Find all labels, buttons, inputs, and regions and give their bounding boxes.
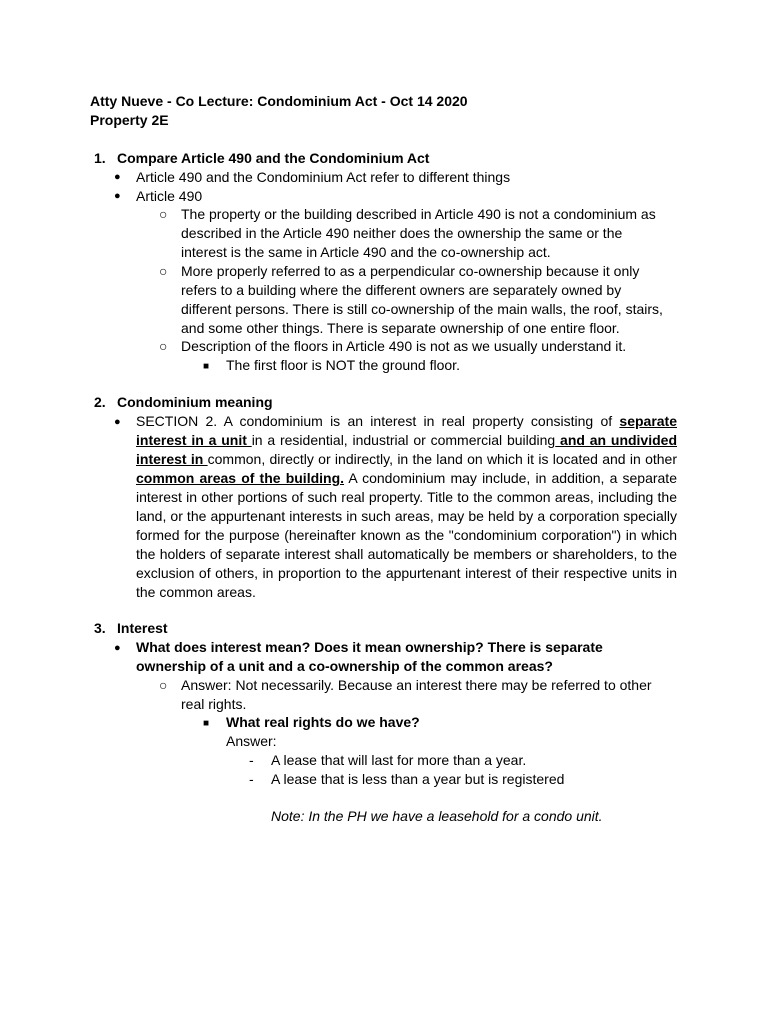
real-rights-question: What real rights do we have? <box>226 714 420 730</box>
section-3-number: 3. <box>94 620 106 636</box>
section-1-bullet-1: Article 490 and the Condominium Act refer to different things <box>136 169 511 185</box>
section-2-heading: Condominium meaning <box>117 394 273 410</box>
square-marker: ■ <box>203 718 210 729</box>
section-2-number: 2. <box>94 394 106 410</box>
definition-mid-1: in a residential, industrial or commercial building <box>251 432 556 448</box>
definition-mid-2: common, directly or indirectly, in the land on which it is located and in other <box>207 451 678 467</box>
real-right-item-2: A lease that is less than a year but is registered <box>271 771 565 787</box>
section-1-sub-2: More properly referred to as a perpendicular co-ownership because it only refers to a building where the different owners are separately owned by different persons. There is still co-ownership of the main walls, the roof, stairs, and some other things. There is separate ownership of one entire floor. <box>181 263 663 336</box>
document-subtitle: Property 2E <box>90 112 169 128</box>
definition-rest: A condominium may include, in addition, a separate interest in other portions of such real property. Title to the common areas, including the land, or the appurtenant interests in such areas, may be held by a corporation specially formed for the purpose (hereinafter known as the "condominium corporation") in which the holders of separate interest shall automatically be members or shareholders, to the exclusion of others, in proportion to the appurtenant interest of their respective units in the common areas. <box>136 470 677 600</box>
leasehold-note: Note: In the PH we have a leasehold for a condo unit. <box>271 808 603 824</box>
real-rights-answer-label: Answer: <box>226 733 277 749</box>
section-3-heading: Interest <box>117 620 168 636</box>
document-title: Atty Nueve - Co Lecture: Condominium Act - Oct 14 2020 <box>90 93 468 109</box>
dash-marker: - <box>249 752 254 768</box>
section-1-subsub-1: The first floor is NOT the ground floor. <box>226 357 460 373</box>
circle-marker: ○ <box>159 338 168 354</box>
definition-intro: SECTION 2. A condominium is an interest in real property consisting of <box>136 413 620 429</box>
real-right-item-1: A lease that will last for more than a year. <box>271 752 527 768</box>
square-marker: ■ <box>203 361 210 372</box>
condominium-definition-paragraph <box>136 412 677 602</box>
interest-question: What does interest mean? Does it mean ownership? There is separate ownership of a unit and a co-ownership of the common areas? <box>136 639 603 674</box>
undivided-interest-emphasis: and an undivided interest in <box>136 432 677 467</box>
interest-answer: Answer: Not necessarily. Because an interest there may be referred to other real rights. <box>181 677 652 712</box>
section-1-bullet-2: Article 490 <box>136 188 203 204</box>
bullet-marker: ● <box>114 416 121 428</box>
circle-marker: ○ <box>159 677 168 693</box>
bullet-marker: ● <box>114 171 121 183</box>
separate-interest-emphasis: separate interest in a unit <box>136 413 677 448</box>
section-1-heading: Compare Article 490 and the Condominium Act <box>117 150 430 166</box>
section-1-sub-3: Description of the floors in Article 490 is not as we usually understand it. <box>181 338 627 354</box>
bullet-marker: ● <box>114 642 121 654</box>
circle-marker: ○ <box>159 263 168 279</box>
bullet-marker: ● <box>114 190 121 202</box>
dash-marker: - <box>249 771 254 787</box>
section-1-number: 1. <box>94 150 106 166</box>
section-1-sub-1: The property or the building described in Article 490 is not a condominium as described in the Article 490 neither does the ownership the same or the interest is the same in Article 490 and the co-ownership act. <box>181 206 656 260</box>
common-areas-emphasis: common areas of the building. <box>136 470 345 486</box>
circle-marker: ○ <box>159 206 168 222</box>
